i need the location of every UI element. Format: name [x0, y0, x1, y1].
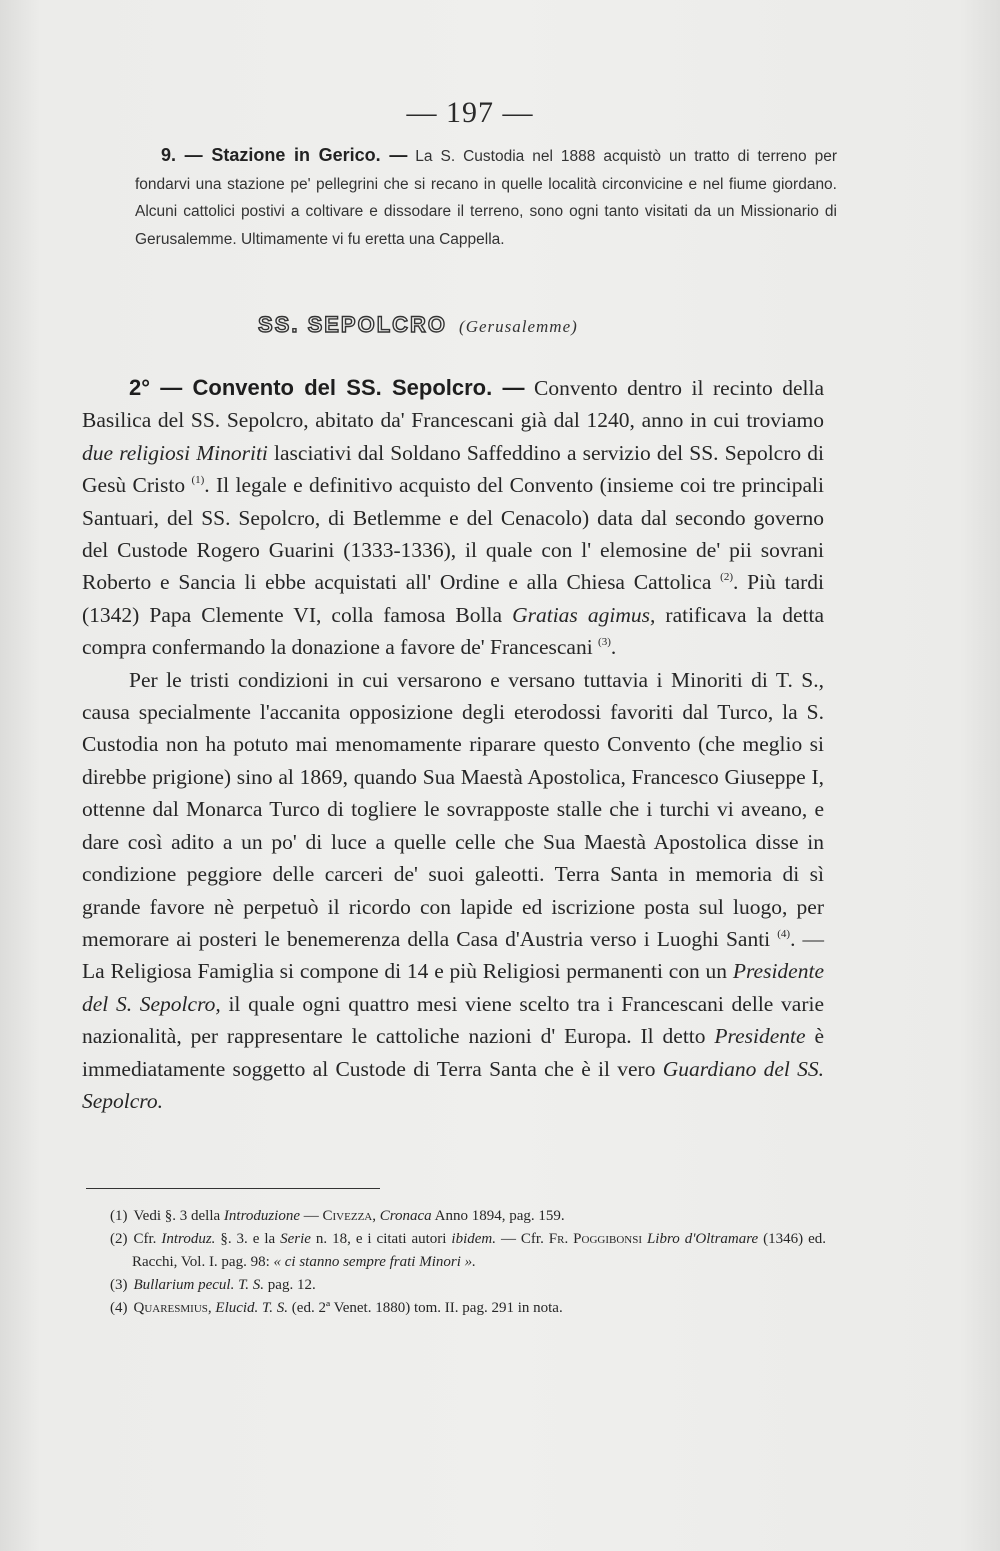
text-run: Anno 1894, pag. 159.: [431, 1208, 565, 1224]
footnote-number: (3): [110, 1277, 128, 1293]
section-lead: 2° — Convento del SS. Sepolcro. —: [129, 375, 525, 400]
italic-run: Introduz.: [161, 1231, 216, 1247]
main-text: [82, 372, 824, 1117]
paragraph-convento: [82, 372, 824, 664]
italic-run: Serie: [280, 1231, 311, 1247]
footnote-number: (2): [110, 1231, 128, 1247]
italic-run: Guardiano del SS. Sepolcro.: [82, 1056, 824, 1113]
heading-subtitle: (Gerusalemme): [459, 317, 578, 336]
italic-run: Gratias agimus,: [512, 602, 656, 627]
footnote-ref-3[interactable]: (3): [598, 636, 611, 649]
footnote-number: (1): [110, 1208, 128, 1224]
italic-run: « ci stanno sempre frati Minori ».: [273, 1254, 476, 1270]
text-run: pag. 12.: [264, 1277, 316, 1293]
italic-run: Presidente del S. Sepolcro,: [82, 959, 824, 1016]
text-run: . Il legale e definitivo acquisto del Convento (insieme coi tre principali Santuari, del SS. Sepolcro, di Betlemme e del Cenacolo) data dal secondo governo del Custode Rogero Guarini (1333-1336), il quale con l' elemosine de' pii sovrani Roberto e Sancia li ebbe acquistati all' Ordine e alla Chiesa Cattolica: [82, 473, 824, 595]
footnote-3: [84, 1274, 826, 1297]
smallcaps-run: Quaresmius,: [133, 1300, 212, 1316]
paragraph-text: La S. Custodia nel 1888 acquistò un tratto di terreno per fondarvi una stazione pe' pellegrini che si recano in quelle località circonvicine e nel fiume giordano. Alcuni cattolici postivi a coltivare e dissodare il terreno, sono ogni tanto visitati da un Missionario di Gerusalemme. Ultimamente vi fu eretta una Cappella.: [135, 148, 837, 248]
italic-run: Introduzione: [223, 1208, 301, 1224]
text-run: n. 18, e i citati autori: [310, 1231, 452, 1247]
italic-run: Libro d'Oltramare: [646, 1231, 759, 1247]
text-run: .: [610, 635, 617, 660]
text-run: — Cfr.: [496, 1231, 549, 1247]
section-stazione-gerico: [135, 142, 837, 253]
text-run: lasciativi dal Soldano Saffeddino a servizio del SS. Sepolcro di Gesù Cristo: [82, 440, 824, 498]
paragraph-condizioni: [82, 664, 824, 1118]
heading-title: SS. SEPOLCRO: [258, 312, 448, 337]
text-run: . Più tardi (1342) Papa Clemente VI, colla famosa Bolla: [82, 570, 824, 627]
text-run: ratificava la detta compra confermando la donazione a favore de' Francescani: [82, 602, 824, 660]
italic-run: Elucid. T. S.: [215, 1300, 289, 1316]
text-run: Vedi §. 3 della: [133, 1208, 224, 1224]
text-run: Cfr.: [133, 1231, 162, 1247]
italic-run: Bullarium pecul. T. S.: [133, 1277, 265, 1293]
section-lead: 9. — Stazione in Gerico. —: [161, 145, 408, 165]
italic-run: Presidente: [714, 1024, 806, 1049]
footnote-number: (4): [110, 1300, 128, 1316]
section-heading: [258, 312, 858, 338]
text-run: Convento dentro il recinto della Basilica del SS. Sepolcro, abitato da' Francescani già dal 1240, anno in cui troviamo: [82, 376, 825, 433]
text-run: §. 3. e la: [215, 1231, 281, 1247]
footnote-ref-1[interactable]: (1): [191, 474, 205, 487]
text-run: (1346) ed. Racchi, Vol. I. pag. 98:: [132, 1231, 827, 1270]
footnote-4: [84, 1297, 826, 1320]
footnote-ref-4[interactable]: (4): [777, 927, 791, 940]
italic-run: due religiosi Minoriti: [82, 440, 268, 465]
text-run: il quale ogni quattro mesi viene scelto tra i Francescani delle varie nazionalità, per rappresentare le cattoliche nazioni d' Europa. Il detto: [82, 991, 824, 1049]
smallcaps-run: Civezza,: [322, 1208, 376, 1224]
footnote-ref-2[interactable]: (2): [720, 571, 733, 584]
text-run: è immediatamente soggetto al Custode di Terra Santa che è il vero: [82, 1024, 824, 1081]
footnote-2: [84, 1228, 826, 1274]
text-run: —: [300, 1208, 323, 1224]
text-run: (ed. 2ª Venet. 1880) tom. II. pag. 291 in nota.: [288, 1300, 563, 1316]
footnote-1: [84, 1205, 826, 1228]
paragraph: [135, 142, 837, 253]
footnotes: [84, 1205, 826, 1320]
text-run: Per le tristi condizioni in cui versarono e versano tuttavia i Minoriti di T. S., causa specialmente l'accanita opposizione degli eterodossi favoriti dal Turco, la S. Custodia non ha potuto mai menomamente riparare questo Convento (che meglio si direbbe prigione) sino al 1869, quando Sua Maestà Apostolica, Francesco Giuseppe I, ottenne dal Monarca Turco di togliere le sovrapposte stalle che i turchi vi aveano, e dare così adito a un po' di luce a quelle celle che Sua Maestà Apostolica disse in condizione peggiore delle carceri de' suoi galeotti. Terra Santa in memoria di sì grande favore nè perpetuò il ricordo con lapide ed iscrizione posta sul luogo, per memorare ai posteri le benemerenza della Casa d'Austria verso i Luoghi Santi: [82, 667, 824, 951]
smallcaps-run: Fr. Poggibonsi: [548, 1231, 643, 1247]
italic-run: ibidem.: [451, 1231, 496, 1247]
page-number: — 197 —: [406, 96, 534, 129]
italic-run: Cronaca: [379, 1208, 432, 1224]
text-run: . — La Religiosa Famiglia si compone di 14 e più Religiosi permanenti con un: [82, 926, 825, 984]
footnote-divider: [86, 1188, 380, 1189]
